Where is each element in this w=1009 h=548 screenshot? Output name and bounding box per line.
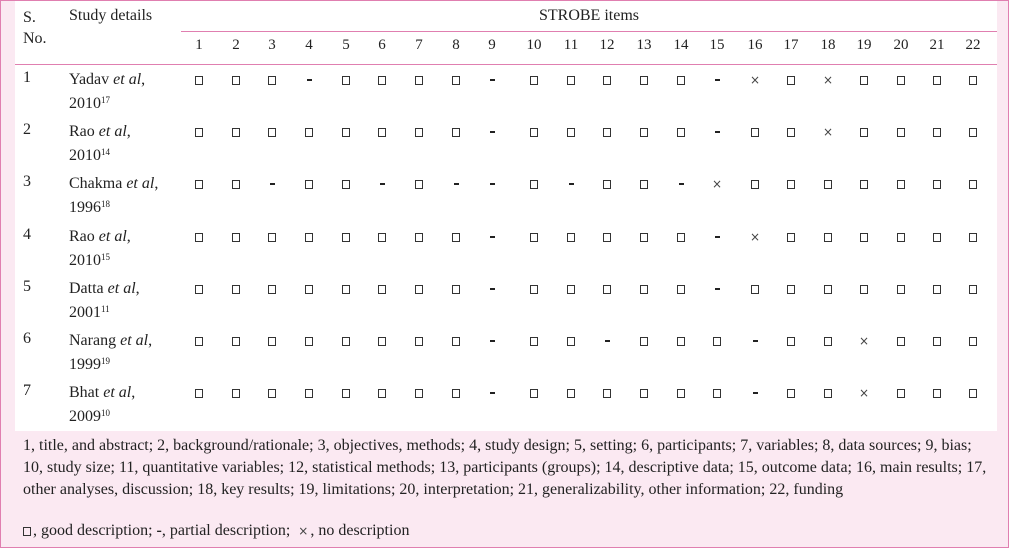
no-description-symbol: × <box>298 524 309 538</box>
good-description-mark <box>883 383 919 403</box>
good-description-mark <box>883 70 919 90</box>
good-description-mark <box>810 383 846 403</box>
good-description-mark <box>218 227 254 247</box>
good-description-mark <box>810 227 846 247</box>
partial-description-mark <box>474 227 510 247</box>
good-description-mark <box>883 279 919 299</box>
legend-none-text: , no description <box>310 522 410 539</box>
good-description-mark <box>218 174 254 194</box>
good-description-mark <box>401 279 437 299</box>
row-serial-number: 6 <box>23 330 31 347</box>
good-description-mark <box>181 383 217 403</box>
good-description-mark <box>955 331 991 351</box>
partial-description-mark <box>474 70 510 90</box>
partial-description-mark <box>699 70 735 90</box>
item-number-22: 22 <box>965 37 981 53</box>
good-description-mark <box>291 174 327 194</box>
good-description-mark <box>516 383 552 403</box>
good-description-mark <box>919 227 955 247</box>
item-number-13: 13 <box>636 37 652 53</box>
item-number-5: 5 <box>342 37 350 53</box>
good-description-mark <box>516 70 552 90</box>
good-description-mark <box>663 122 699 142</box>
good-description-mark <box>773 279 809 299</box>
good-description-mark <box>516 227 552 247</box>
partial-description-mark <box>438 174 474 194</box>
legend-partial-text: , partial description; <box>161 522 295 539</box>
partial-description-mark <box>364 174 400 194</box>
good-description-mark <box>218 70 254 90</box>
good-description-mark <box>955 227 991 247</box>
good-description-mark <box>328 383 364 403</box>
good-description-mark <box>773 227 809 247</box>
partial-description-mark <box>699 279 735 299</box>
good-description-mark <box>553 122 589 142</box>
legend-partial-symbol: - <box>156 522 162 539</box>
partial-description-mark <box>589 331 625 351</box>
good-description-mark <box>401 227 437 247</box>
good-description-mark <box>626 174 662 194</box>
good-description-mark <box>553 383 589 403</box>
good-description-mark <box>438 70 474 90</box>
good-description-mark <box>218 383 254 403</box>
good-description-mark <box>553 227 589 247</box>
good-description-mark <box>254 279 290 299</box>
good-description-mark <box>516 331 552 351</box>
good-description-mark <box>663 70 699 90</box>
good-description-mark <box>810 331 846 351</box>
good-description-mark <box>846 122 882 142</box>
good-description-mark <box>438 331 474 351</box>
good-description-mark <box>218 279 254 299</box>
good-description-mark <box>401 174 437 194</box>
good-description-mark <box>328 279 364 299</box>
good-description-mark <box>737 174 773 194</box>
partial-description-mark <box>474 331 510 351</box>
no-description-mark: × <box>822 125 834 139</box>
item-number-6: 6 <box>378 37 386 53</box>
good-description-mark <box>626 70 662 90</box>
good-description-mark <box>663 383 699 403</box>
good-description-mark <box>181 122 217 142</box>
no-description-mark: × <box>858 334 870 348</box>
partial-description-mark <box>474 122 510 142</box>
good-description-mark <box>438 383 474 403</box>
good-description-mark <box>181 70 217 90</box>
good-description-mark <box>254 383 290 403</box>
good-description-mark <box>401 70 437 90</box>
item-number-8: 8 <box>452 37 460 53</box>
good-description-mark <box>663 331 699 351</box>
good-description-mark <box>919 70 955 90</box>
good-description-mark <box>626 227 662 247</box>
good-description-mark <box>919 122 955 142</box>
good-description-mark <box>883 331 919 351</box>
study-citation: Yadav et al, 2010$^{17}$ <box>69 71 146 112</box>
partial-description-mark <box>737 383 773 403</box>
study-citation: Chakma et al, 1996$^{18}$ <box>69 175 159 216</box>
good-description-mark <box>663 227 699 247</box>
study-citation: Rao et al, 2010$^{14}$ <box>69 123 131 164</box>
study-citation: Datta et al, 2001$^{11}$ <box>69 280 140 321</box>
good-description-mark <box>254 227 290 247</box>
good-description-mark <box>328 174 364 194</box>
good-description-mark <box>181 227 217 247</box>
good-description-mark <box>291 279 327 299</box>
good-description-mark <box>919 174 955 194</box>
legend-good-text: , good description; <box>33 522 157 539</box>
good-description-mark <box>773 383 809 403</box>
partial-description-mark <box>663 174 699 194</box>
row-serial-number: 4 <box>23 226 31 243</box>
row-serial-number: 3 <box>23 173 31 190</box>
symbol-legend <box>23 522 409 540</box>
item-number-14: 14 <box>673 37 689 53</box>
no-description-mark: × <box>858 386 870 400</box>
good-description-mark <box>328 70 364 90</box>
good-description-mark <box>883 227 919 247</box>
good-description-mark <box>328 227 364 247</box>
good-description-mark <box>883 174 919 194</box>
good-description-mark <box>364 70 400 90</box>
good-description-mark <box>364 383 400 403</box>
good-description-mark <box>589 227 625 247</box>
item-number-16: 16 <box>747 37 763 53</box>
good-description-mark <box>955 174 991 194</box>
study-details-header: Study details <box>69 7 153 24</box>
good-description-mark <box>328 331 364 351</box>
good-description-mark <box>846 279 882 299</box>
item-number-9: 9 <box>488 37 496 53</box>
study-citation: Rao et al, 2010$^{15}$ <box>69 228 131 269</box>
good-description-mark <box>254 331 290 351</box>
good-description-mark <box>254 70 290 90</box>
good-description-mark <box>626 383 662 403</box>
good-description-mark <box>773 122 809 142</box>
row-serial-number: 1 <box>23 69 31 86</box>
no-description-mark: × <box>711 177 723 191</box>
good-description-mark <box>737 122 773 142</box>
good-description-mark <box>291 383 327 403</box>
good-description-mark <box>589 279 625 299</box>
good-description-mark <box>181 331 217 351</box>
partial-description-mark <box>737 331 773 351</box>
partial-description-mark <box>474 279 510 299</box>
good-description-mark <box>955 383 991 403</box>
good-description-mark <box>438 227 474 247</box>
good-description-mark <box>955 70 991 90</box>
partial-description-mark <box>699 122 735 142</box>
good-description-mark <box>626 331 662 351</box>
good-description-mark <box>589 122 625 142</box>
good-description-mark <box>955 279 991 299</box>
good-description-mark <box>401 122 437 142</box>
good-description-mark <box>846 174 882 194</box>
item-number-21: 21 <box>929 37 945 53</box>
header-divider <box>181 31 997 32</box>
good-description-mark <box>438 122 474 142</box>
good-description-mark <box>218 331 254 351</box>
good-description-mark <box>919 331 955 351</box>
item-number-10: 10 <box>526 37 542 53</box>
study-citation: Bhat et al, 2009$^{10}$ <box>69 384 136 425</box>
sno-header: S. No. <box>23 9 47 47</box>
table-body-band <box>15 1 997 431</box>
good-description-mark <box>291 122 327 142</box>
good-description-mark <box>626 122 662 142</box>
good-description-mark <box>181 174 217 194</box>
good-description-mark <box>181 279 217 299</box>
good-description-mark <box>846 70 882 90</box>
item-number-3: 3 <box>268 37 276 53</box>
good-description-symbol <box>23 527 31 536</box>
item-number-7: 7 <box>415 37 423 53</box>
item-number-18: 18 <box>820 37 836 53</box>
good-description-mark <box>810 174 846 194</box>
partial-description-mark <box>474 174 510 194</box>
good-description-mark <box>846 227 882 247</box>
partial-description-mark <box>553 174 589 194</box>
partial-description-mark <box>474 383 510 403</box>
partial-description-mark <box>699 227 735 247</box>
item-number-1: 1 <box>195 37 203 53</box>
item-number-12: 12 <box>599 37 615 53</box>
partial-description-mark <box>291 70 327 90</box>
good-description-mark <box>699 383 735 403</box>
good-description-mark <box>773 70 809 90</box>
good-description-mark <box>364 279 400 299</box>
good-description-mark <box>699 331 735 351</box>
good-description-mark <box>553 70 589 90</box>
good-description-mark <box>438 279 474 299</box>
header-bottom-rule <box>15 64 997 65</box>
good-description-mark <box>553 331 589 351</box>
good-description-mark <box>291 331 327 351</box>
row-serial-number: 2 <box>23 121 31 138</box>
good-description-mark <box>663 279 699 299</box>
good-description-mark <box>401 383 437 403</box>
good-description-mark <box>589 70 625 90</box>
item-number-11: 11 <box>563 37 579 53</box>
no-description-mark: × <box>822 73 834 87</box>
good-description-mark <box>553 279 589 299</box>
item-number-20: 20 <box>893 37 909 53</box>
good-description-mark <box>401 331 437 351</box>
good-description-mark <box>291 227 327 247</box>
good-description-mark <box>589 174 625 194</box>
good-description-mark <box>516 122 552 142</box>
row-serial-number: 7 <box>23 382 31 399</box>
item-number-19: 19 <box>856 37 872 53</box>
strobe-items-header: STROBE items <box>538 7 639 24</box>
good-description-mark <box>364 331 400 351</box>
good-description-mark <box>737 279 773 299</box>
no-description-mark: × <box>749 230 761 244</box>
item-number-17: 17 <box>783 37 799 53</box>
good-description-mark <box>254 122 290 142</box>
good-description-mark <box>773 174 809 194</box>
study-citation: Narang et al, 1999$^{19}$ <box>69 332 153 373</box>
item-number-2: 2 <box>232 37 240 53</box>
good-description-mark <box>516 279 552 299</box>
good-description-mark <box>516 174 552 194</box>
good-description-mark <box>919 383 955 403</box>
good-description-mark <box>810 279 846 299</box>
good-description-mark <box>626 279 662 299</box>
item-number-15: 15 <box>709 37 725 53</box>
good-description-mark <box>218 122 254 142</box>
partial-description-mark <box>254 174 290 194</box>
good-description-mark <box>364 122 400 142</box>
item-number-4: 4 <box>305 37 313 53</box>
good-description-mark <box>364 227 400 247</box>
no-description-mark: × <box>749 73 761 87</box>
good-description-mark <box>328 122 364 142</box>
row-serial-number: 5 <box>23 278 31 295</box>
good-description-mark <box>919 279 955 299</box>
footnote: 1, title, and abstract; 2, background/rationale; 3, objectives, methods; 4, study design; 5, setting; 6, participants; 7, variables; 8, data sources; 9, bias; 10, study size; 11, quantitative variables; 12, statistical methods; 13, participants (groups); 14, descriptive data; 15, outcome data; 16, main results; 17, other analyses, discussion; 18, key results; 19, limitations; 20, interpretation; 21, generalizability, other information; 22, funding <box>23 437 987 498</box>
good-description-mark <box>589 383 625 403</box>
good-description-mark <box>883 122 919 142</box>
good-description-mark <box>773 331 809 351</box>
good-description-mark <box>955 122 991 142</box>
